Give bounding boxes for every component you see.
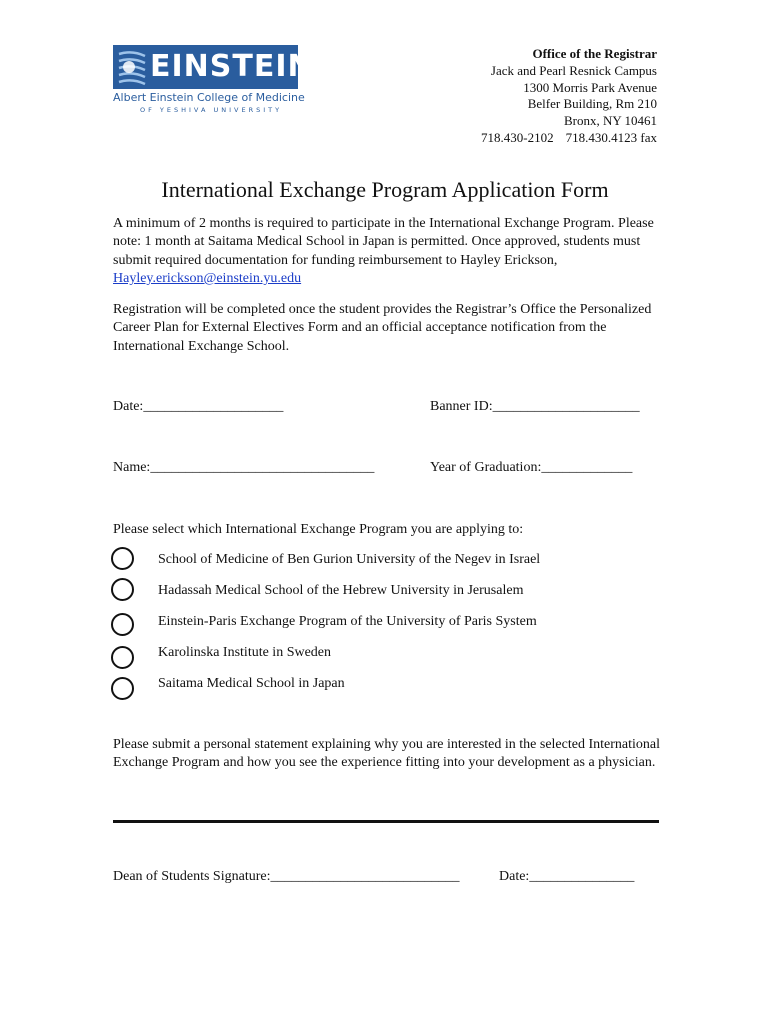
- office-name: Office of the Registrar: [532, 46, 657, 61]
- statement-prompt: Please submit a personal statement explaining why you are interested in the selected International Exchange Program and how you see the experience fitting into your development as a physician.: [113, 737, 660, 771]
- einstein-logo: [113, 45, 314, 115]
- radio-button[interactable]: [111, 547, 134, 570]
- radio-button[interactable]: [111, 677, 134, 700]
- year-of-graduation-field[interactable]: Year of Graduation:_____________: [430, 460, 633, 475]
- logo-banner: [113, 45, 314, 89]
- program-label: Saitama Medical School in Japan: [158, 676, 345, 691]
- name-field[interactable]: Name:________________________________: [113, 460, 375, 475]
- radio-button[interactable]: [111, 578, 134, 601]
- radio-button[interactable]: [111, 613, 134, 636]
- program-option[interactable]: [111, 646, 671, 672]
- select-prompt: Please select which International Exchange Program you are applying to:: [113, 522, 524, 537]
- intro-text: A minimum of 2 months is required to participate in the International Exchange Program. Please note: 1 month at Saitama Medical School in Japan is permitted. Once approved, students must submit required documentation for funding reimbursement to Hayley Erickson,: [113, 216, 654, 268]
- banner-id-field[interactable]: Banner ID:_____________________: [430, 399, 640, 414]
- logo-wordmark: EINSTEIN: [150, 49, 314, 84]
- date-field[interactable]: Date:____________________: [113, 399, 284, 414]
- program-label: Hadassah Medical School of the Hebrew University in Jerusalem: [158, 583, 524, 598]
- registration-paragraph: Registration will be completed once the student provides the Registrar’s Office the Personalized Career Plan for External Electives Form and an official acceptance notification from the International Exchange School.: [113, 302, 652, 354]
- phone-number: 718.430-2102: [481, 129, 554, 145]
- program-label: School of Medicine of Ben Gurion University of the Negev in Israel: [158, 552, 541, 567]
- program-option[interactable]: [111, 613, 671, 639]
- campus-name: Jack and Pearl Resnick Campus: [490, 62, 657, 78]
- email-link[interactable]: Hayley.erickson@einstein.yu.edu: [113, 270, 302, 286]
- program-option[interactable]: [111, 677, 671, 703]
- fax-number: 718.430.4123 fax: [565, 129, 657, 145]
- program-label: Karolinska Institute in Sweden: [158, 645, 332, 660]
- logo-subtitle-2: OF YESHIVA UNIVERSITY: [140, 106, 283, 114]
- form-title: International Exchange Program Application Form: [161, 177, 609, 202]
- radio-button[interactable]: [111, 646, 134, 669]
- logo-emblem-icon: [117, 48, 147, 86]
- logo-subtitle: Albert Einstein College of Medicine: [113, 91, 305, 104]
- statement-divider: [113, 820, 659, 823]
- street-address: 1300 Morris Park Avenue: [523, 79, 657, 95]
- program-option[interactable]: [111, 578, 671, 604]
- dean-signature-field[interactable]: Dean of Students Signature:___________________________: [113, 869, 460, 884]
- signature-date-field[interactable]: Date:_______________: [499, 869, 635, 884]
- city-address: Bronx, NY 10461: [563, 113, 657, 129]
- registrar-address: [481, 46, 657, 147]
- contact-numbers: [481, 130, 657, 147]
- program-option[interactable]: [111, 547, 671, 573]
- building-address: Belfer Building, Rm 210: [527, 96, 657, 112]
- program-label: Einstein-Paris Exchange Program of the University of Paris System: [158, 614, 537, 629]
- intro-paragraph: [113, 215, 663, 288]
